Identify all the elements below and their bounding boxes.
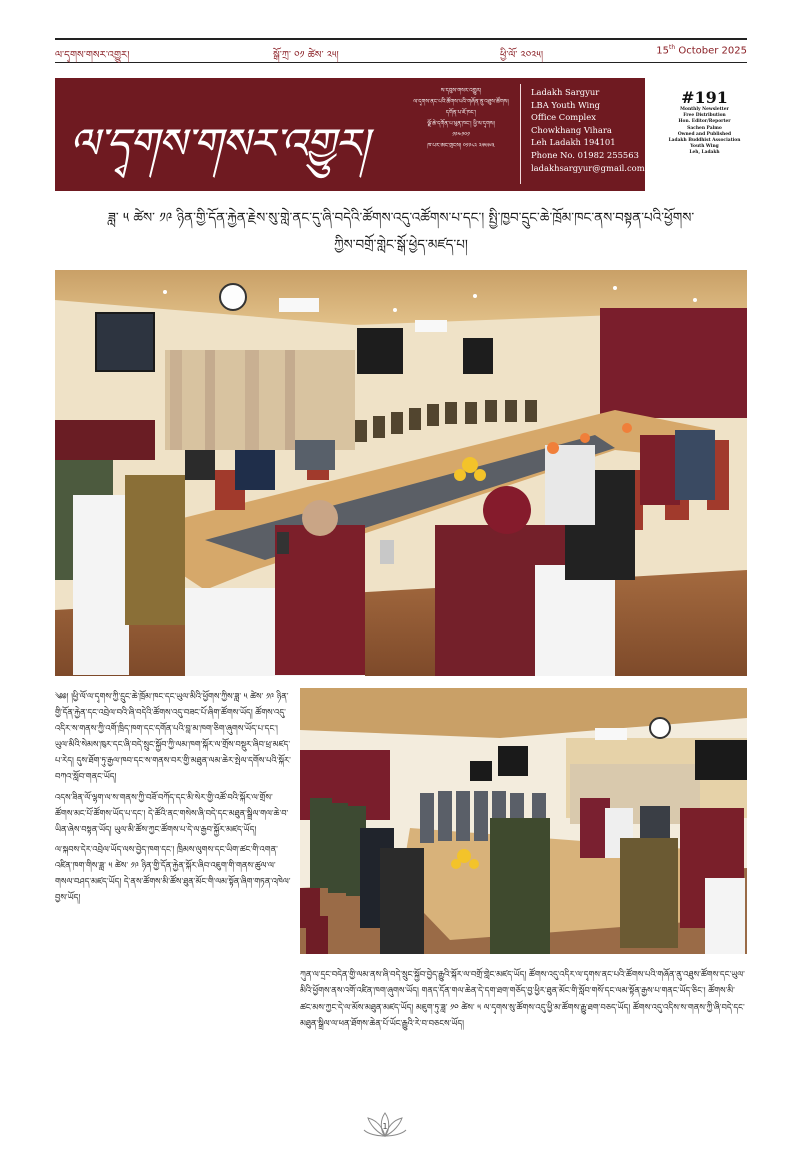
dateline-paper-name: ལ་དྭགས་གསར་འགྱུར། (55, 50, 130, 61)
issue-number: #191 (681, 88, 728, 107)
contact-vihara: Chowkhang Vihara (531, 124, 612, 135)
masthead-info-line: ཁ་པར་ཨང་གྲངས། ༠༡༩༨༢ ༢༥༥༥༦༣ (427, 143, 495, 149)
masthead-info (407, 86, 515, 152)
date-month-year: October 2025 (675, 45, 747, 57)
article-paragraph: འདས་ཟིན་ལོ་ལྷག་ལ་ས་གནས་ཀྱི་བཟོ་བཀོད་དང་མི་སེར་གྱི་འཚོ་བའི་སྐོར་ལ་གྲོས་ཚོགས་མང་པོ་ཚོགས་ཡོད་པ་དང་། དེ་ཚོའི་ནང་གསེས་ཞི་བདེ་དང་མཐུན་སྒྲིལ་གལ་ཆེ་བ་ཡིན་ཞེས་བསྟན་ཡོད། ཡུལ་མི་ཚོས་ཀྱང་ཚོགས་པ་དེ་ལ་རྒྱབ་སྐྱོར་མཛད་ཡོད། (55, 791, 289, 834)
masthead-info-line: ས་དབུས་གསར་འགྱུར། (440, 88, 482, 94)
issue-line: Sachen Palmo (687, 125, 722, 131)
issue-line: Leh, Ladakh (689, 150, 720, 156)
masthead-info-line: ༡༩༤༡༠༡ (452, 132, 470, 138)
masthead-title: ལ་དྭགས་གསར་འགྱུར། (69, 119, 368, 168)
headline-line-1: ཟླ་ ༥ ཚེས་ ༡༩ ཉིན་གྱི་དོན་རྐྱེན་རྗེས་སུ་གླེ་ནང་དུ་ཞི་བདེའི་ཚོགས་འདུ་འཚོགས་པ་དང་། སྤྱི་ཁྱབ་དྲུང་ཆེ་ཁྲོམ་ཁང་ནས་བསྟན་པའི་ཕྱོགས་ (107, 210, 695, 226)
dateline (55, 44, 747, 60)
article-body-column (55, 688, 291, 909)
headline-line-2: ཀྱིས་བགྲོ་གླེང་སྒོ་ཕྱེད་མཛད་པ། (334, 237, 468, 253)
contact-wing: LBA Youth Wing (531, 99, 600, 110)
dateline-date (656, 44, 747, 56)
date-day: 15 (656, 45, 670, 57)
main-meeting-photo (55, 270, 747, 676)
article-paragraph: ཀུན་ལ་དྲང་བདེན་གྱི་ལམ་ནས་ཞི་བདེ་སྲུང་སྐྱོབ་བྱེད་རྒྱུའི་སྐོར་ལ་བགྲོ་གླེང་མཛད་ཡོད། ཚོགས་འདུ་འདིར་ལ་དྭགས་ནང་པའི་ཚོགས་པའི་གཞོན་ནུ་འཐུས་ཚོགས་དང་ཡུལ་མིའི་ཕྱོགས་ནས་འགོ་འཛིན་ཁག་ཞུགས་ཡོད། གནད་དོན་གལ་ཆེན་དེ་དག་ཐག་གཅོད་བྱ་ཕྱིར་ཐུན་མོང་གི་སློབ་གསོ་དང་ལམ་སྟོན་རྒྱས་པ་གནང་ཡོད་ཅིང་། ཚོགས་མི་ཚང་མས་ཀྱང་དེ་ལ་མོས་མཐུན་མཛད་ཡོད། མཇུག་ཏུ་ཟླ་ ༡༠ ཚེས་ ༥ ལ་དྭགས་སུ་ཚོགས་འདུ་ཕྱི་མ་ཚོགས་རྒྱུ་ཐག་བཅད་ཡོད། ཚོགས་འདུ་འདིས་ས་གནས་ཀྱི་ཞི་བདེ་དང་མཐུན་སྒྲིལ་ལ་ཕན་ཐོགས་ཆེན་པོ་ཡོང་རྒྱུའི་རེ་བ་བཅངས་ཡོད། (300, 969, 745, 1028)
date-suffix: th (669, 44, 676, 51)
article-headline (55, 205, 747, 259)
masthead-contact (531, 86, 643, 174)
masthead (55, 78, 645, 191)
masthead-info-line: ལྗོ་ཆེ་དགོན་པ་ཕུན་ཁང་། ཕྱི་ལ་དྭགས། (427, 121, 495, 127)
dateline-volume: སྒོ་ཀྲ་ ༠༡ ཚེས་ ༢༥། (273, 50, 339, 61)
article-paragraph: ༄༅། །ཕྱི་ལོ་ལ་དྭགས་ཀྱི་དྲུང་ཆེ་ཁྲོམ་ཁང་དང་ཡུལ་མིའི་ཕྱོགས་ཀྱིས་ཟླ་ ༥ ཚེས་ ༡༩ ཉིན་གྱི་དོན་རྐྱེན་དང་འབྲེལ་བའི་ཞི་བདེའི་ཚོགས་འདུ་བཟང་པོ་ཞིག་ཚོགས་ཡོད། ཚོགས་འདུ་འདིར་ས་གནས་ཀྱི་འགོ་ཁྲིད་ཁག་དང་དགོན་པའི་བླ་མ་ཁག་ཅིག་ཞུགས་ཡོད་པ་དང་། ཡུལ་མིའི་སེམས་ཁུར་དང་ཞི་བདེ་སྲུང་སྐྱོབ་ཀྱི་ལམ་ཁག་སྐོར་ལ་གྲོས་བསྡུར་ཞིབ་ཕྲ་མཛད་པ་རེད། དུས་ཐོག་ཏུ་རྒྱལ་ཁབ་དང་ས་གནས་བར་གྱི་མཐུན་ལམ་ཆེར་སྤེལ་དགོས་པའི་སྐོར་བཀའ་སློབ་གནང་ཡོད། (55, 691, 291, 782)
article-paragraph: ལ་སྐབས་དེར་འབྲེལ་ཡོད་ལས་བྱེད་ཁག་དང་། ཁྲིམས་ལུགས་དང་ཡིག་ཚང་གི་འགན་འཛིན་ཁག་གིས་ཟླ་ ༥ ཚེས་ ༡༩ ཉིན་གྱི་དོན་རྐྱེན་སྐོར་ཞིབ་འཇུག་གི་གནས་ཚུལ་ལ་གསལ་བཤད་མཛད་ཡོད། དེ་ནས་ཚོགས་མི་ཚོས་ཐུན་མོང་གི་ལམ་སྟོན་ཞིག་གཏན་འཁེལ་བྱས་ཡོད། (55, 843, 291, 903)
standing-meeting-photo (300, 688, 747, 954)
page-number: 1 (382, 1122, 388, 1131)
issue-line: Hon. Editor/Reporter (678, 119, 731, 125)
masthead-divider (520, 84, 521, 184)
issue-line: Free Distribution (683, 113, 726, 119)
masthead-info-line: ལ་དྭགས་ནང་པའི་ཚོགས་པའི་གཞོན་ནུ་འཐུས་ཚོགས། (413, 99, 509, 105)
issue-line: Ladakh Buddhist Association (668, 138, 741, 144)
contact-city: Leh Ladakh 194101 (531, 137, 616, 148)
issue-line: Youth Wing (690, 144, 719, 150)
contact-phone: Phone No. 01982 255563 (531, 149, 639, 160)
issue-line: Monthly Newsletter (680, 107, 729, 112)
contact-email[interactable]: ladakhsargyur@gmail.com (531, 162, 645, 173)
masthead-info-line: དགོན་པ་ཇོ་ཁང་། (445, 110, 477, 116)
issue-block (662, 88, 747, 157)
dateline-year: ཕྱི་ལོ་ ༢༠༢༥། (500, 50, 544, 61)
date-rule (55, 62, 747, 63)
contact-office: Office Complex (531, 112, 596, 123)
top-rule (55, 38, 747, 40)
issue-line: Owned and Published (677, 131, 732, 137)
lotus-page-ornament (362, 1110, 408, 1144)
article-continuation (300, 966, 747, 1031)
contact-name: Ladakh Sargyur (531, 87, 600, 97)
